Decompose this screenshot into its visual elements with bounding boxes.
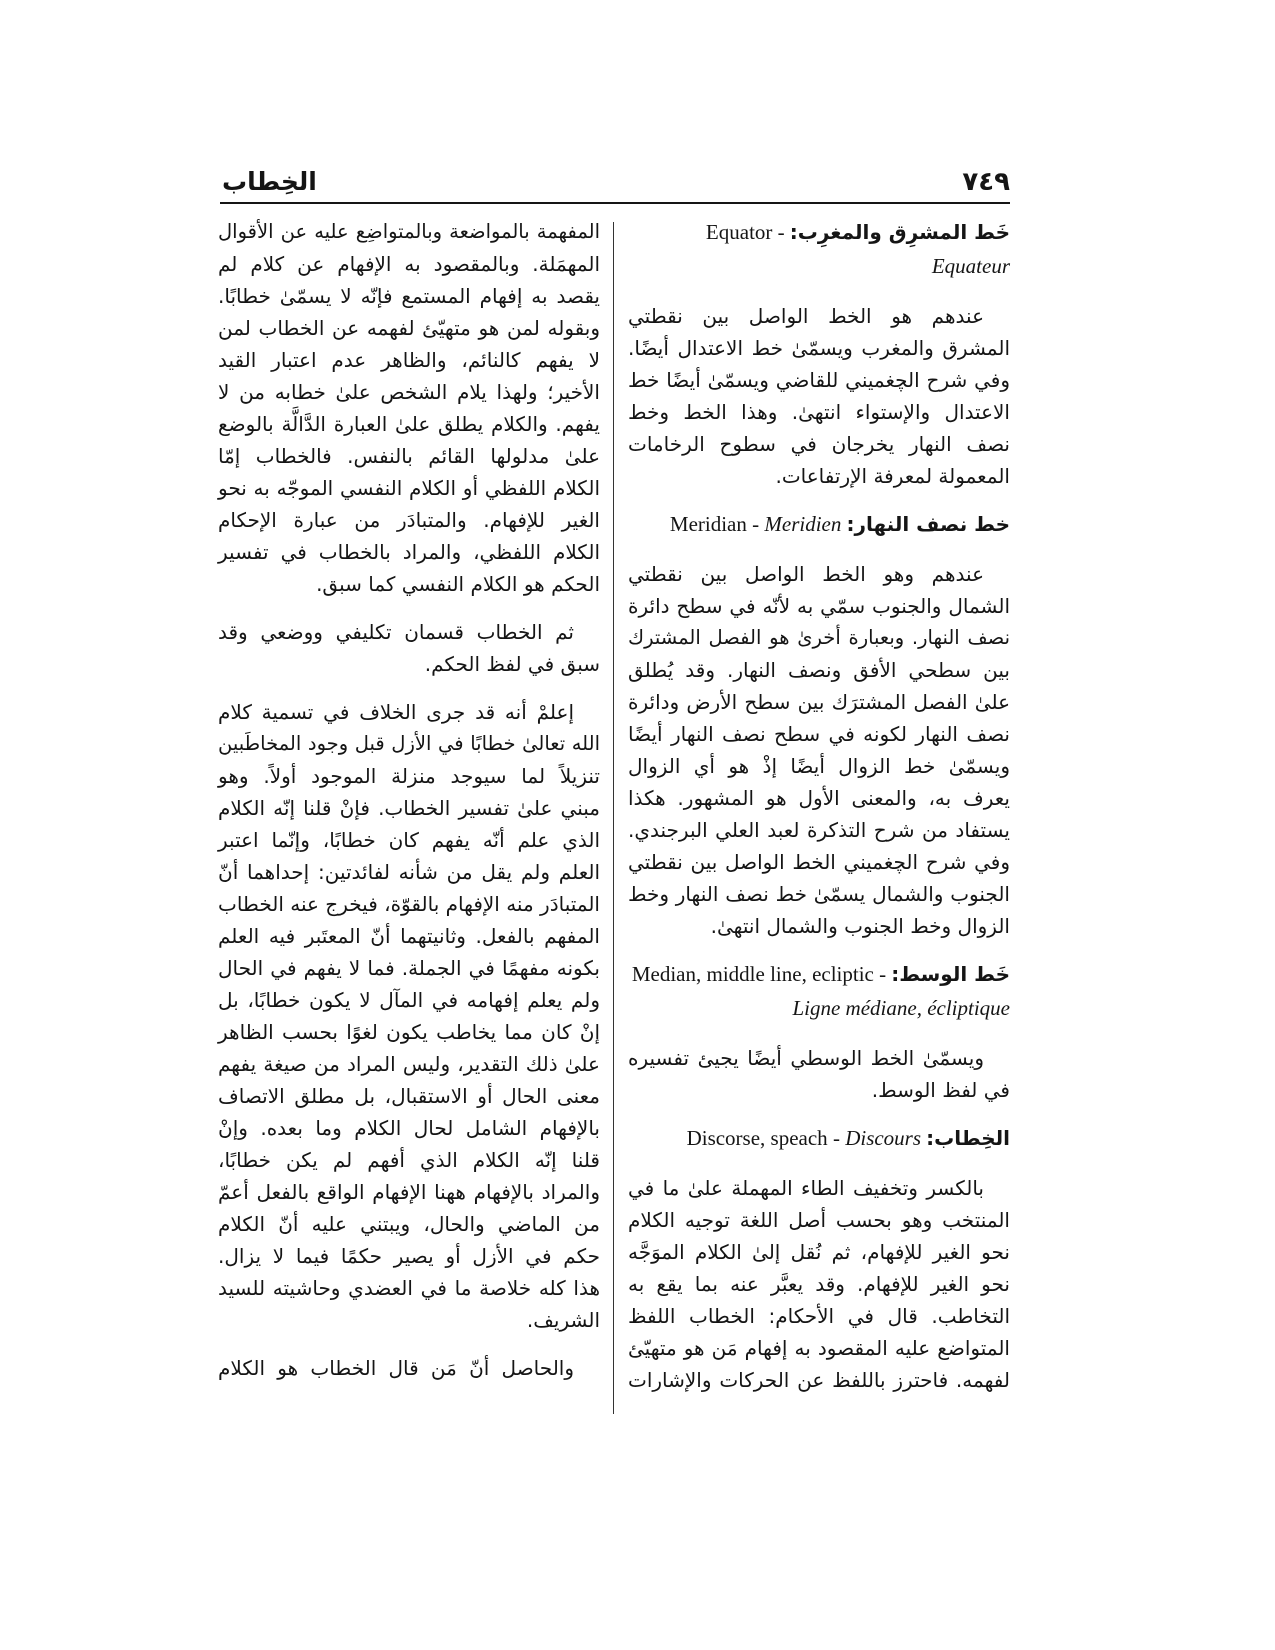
text-line: ويسمّىٰ الخط الوسطي أيضًا يجيئ تفسيره — [628, 1046, 984, 1070]
entry-term: خَط الوسط — [899, 962, 1010, 986]
text-line: علىٰ الفصل المشترَك بين سطح الأرض ودائرة — [628, 690, 1010, 714]
running-title: الخِطاب — [222, 167, 317, 196]
text-line: علىٰ ذلك التقدير، وليس المراد من صيغة يفهم — [218, 1052, 600, 1076]
text-line: الذي علم أنّه يفهم كان خطابًا، وإنّما اعتبر — [218, 828, 600, 852]
text-line: المهمَلة. وبالمقصود به الإفهام عن كلام لم — [218, 252, 600, 276]
text-line: مبني علىٰ تفسير الخطاب. فإنْ قلنا إنّه الكلام — [218, 796, 600, 820]
colon: : — [891, 962, 900, 986]
heading-line — [628, 216, 1010, 250]
heading-line — [628, 508, 1010, 542]
gloss-dash: - — [777, 220, 785, 244]
text-line: سبق في لفظ الحكم. — [424, 652, 600, 676]
paragraph — [628, 300, 1010, 492]
entry-term: خط نصف النهار — [854, 512, 1010, 536]
text-line: بالإفهام الشامل لحال الكلام وما بعده. وإنْ — [218, 1116, 600, 1140]
entry-heading — [628, 216, 1010, 284]
entry-heading — [628, 508, 1010, 542]
colon: : — [846, 512, 855, 536]
heading-line — [628, 1122, 1010, 1156]
header-rule — [220, 202, 1010, 204]
gloss-dash: - — [752, 512, 760, 536]
gloss — [670, 512, 841, 536]
paragraph — [218, 1352, 600, 1384]
gloss-french: Equateur — [931, 254, 1010, 278]
text-line: قلنا إنّه الكلام الذي أفهم لم يكن خطابًا، — [218, 1148, 600, 1172]
gloss-french: Discours — [845, 1126, 922, 1150]
text-line: الكلام اللفظي، والمراد بالخطاب في تفسير — [218, 540, 600, 564]
text-line: عندهم هو الخط الواصل بين نقطتي — [628, 304, 984, 328]
colon: : — [789, 220, 798, 244]
text-line: والمراد بالإفهام ههنا الإفهام الواقع بالفعل أعمّ — [218, 1180, 600, 1204]
text-line: المعمولة لمعرفة الإرتفاعات. — [775, 464, 1010, 488]
gloss-english: Discorse, speach — [686, 1126, 828, 1150]
text-line: ويسمّىٰ خط الزوال أيضًا إذْ هو أي الزوال — [628, 754, 1010, 778]
text-line: العلم ولم يقل من شأنه لفائدتين: إحداهما أنّ — [218, 860, 600, 884]
text-line: الحكم هو الكلام النفسي كما سبق. — [316, 572, 600, 596]
entry-heading — [628, 1122, 1010, 1156]
text-line: التخاطب. قال في الأحكام: الخطاب اللفظ — [628, 1304, 1010, 1328]
text-line: بكونه مفهمًا في الجملة. فما لا يفهم في الحال — [218, 956, 600, 980]
text-line: المشرق والمغرب ويسمّىٰ خط الاعتدال أيضًا. — [628, 336, 1010, 360]
text-line: الاعتدال والإستواء انتهىٰ. وهذا الخط وخط — [628, 400, 1010, 424]
text-line: في لفظ الوسط. — [871, 1078, 1010, 1102]
text-line: نصف النهار. وبعبارة أخرىٰ هو الفصل المشترك — [628, 626, 1010, 649]
entry-heading — [628, 958, 1010, 1026]
text-line: لفهمه. فاحترز باللفظ عن الحركات والإشارات — [628, 1368, 1010, 1392]
heading-line — [628, 958, 1010, 1026]
paragraph — [628, 558, 1010, 942]
text-line: بالكسر وتخفيف الطاء المهملة علىٰ ما في — [628, 1176, 984, 1200]
text-line: بين سطحي الأفق ونصف النهار. وقد يُطلق — [628, 658, 1010, 682]
colon: : — [926, 1126, 935, 1150]
gloss — [687, 1126, 921, 1150]
right-column — [628, 216, 1010, 1412]
paragraph — [628, 1172, 1010, 1396]
text-line: من الماضي والحال، ويبتني عليه أنّ الكلام — [218, 1212, 600, 1236]
text-line: الكلام اللفظي أو الكلام النفسي الموجّه به نحو — [218, 476, 600, 500]
text-line: حكم في الأزل أو يصير حكمًا فيما لا يزال. — [218, 1244, 600, 1268]
gloss-english: Equator — [705, 220, 773, 244]
text-line: والحاصل أنّ مَن قال الخطاب هو الكلام — [218, 1356, 574, 1380]
text-line: المنتخب وهو بحسب أصل اللغة توجيه الكلام — [628, 1208, 1010, 1232]
text-line: عندهم وهو الخط الواصل بين نقطتي — [628, 562, 984, 586]
text-line: يقصد به إفهام المستمع فإنّه لا يسمّىٰ خطابًا. — [218, 284, 600, 308]
text-line: الأخير؛ ولهذا يلام الشخص علىٰ خطابه من لا — [218, 380, 600, 404]
gloss-french: Ligne médiane, écliptique — [792, 996, 1010, 1020]
gloss-dash: - — [832, 1126, 840, 1150]
paragraph — [218, 616, 600, 680]
entry-term: خَط المشرِق والمغرِب — [797, 220, 1010, 244]
text-line: الشريف. — [526, 1308, 600, 1332]
text-line: وبقوله لمن هو متهيّئ لفهمه عن الخطاب لمن — [218, 316, 600, 340]
text-line: الله تعالىٰ خطابًا في الأزل قبل وجود المخاطَبين — [218, 732, 600, 755]
text-line: المفهمة بالمواضعة وبالمتواضِع عليه عن الأقوال — [218, 220, 600, 243]
gloss-english: Median, middle line, ecliptic — [631, 962, 874, 986]
entry-term: الخِطاب — [934, 1126, 1010, 1150]
gloss-dash: - — [879, 962, 887, 986]
text-line: وفي شرح الچغميني الخط الواصل بين نقطتي — [628, 850, 1010, 874]
gloss-english: Meridian — [669, 512, 747, 536]
text-line: المتواضع عليه المقصود به إفهام مَن هو متهيّئ — [628, 1336, 1010, 1360]
heading-line — [628, 250, 1010, 284]
text-line: تنزيلاً لما سيوجد منزلة الموجود أولاً. وهو — [218, 764, 600, 788]
text-line: يستفاد من شرح التذكرة لعبد العلي البرجندي. — [628, 818, 1010, 842]
paragraph — [628, 1042, 1010, 1106]
text-line: المفهم بالفعل. وثانيتهما أنّ المعتَبر فيه العلم — [218, 924, 600, 948]
text-line: إنْ كان مما يخاطب يكون لغوًا بحسب الظاهر — [218, 1020, 600, 1044]
text-line: الزوال وخط الجنوب والشمال انتهىٰ. — [710, 914, 1010, 938]
paragraph — [218, 696, 600, 1336]
left-column — [218, 216, 600, 1400]
text-line: الجنوب والشمال يسمّىٰ خط نصف النهار وخط — [628, 882, 1010, 906]
text-line: هذا كله خلاصة ما في العضدي وحاشيته للسيد — [218, 1276, 600, 1300]
gloss — [706, 220, 785, 244]
text-line: علىٰ مدلولها القائم بالنفس. فالخطاب إمّا — [218, 444, 600, 468]
text-line: نحو الغير للإفهام، ثم نُقل إلىٰ الكلام الموَجَّه — [628, 1240, 1010, 1264]
text-line: المتبادَر منه الإفهام بالقوّة، فيخرج عنه الخطاب — [218, 892, 600, 916]
column-divider — [613, 222, 614, 1414]
text-line: الشمال والجنوب سمّي به لأنّه في سطح دائرة — [628, 594, 1010, 618]
text-line: إعلمْ أنه قد جرى الخلاف في تسمية كلام — [218, 700, 574, 724]
text-line: الغير للإفهام. والمتبادَر من عبارة الإحكام — [218, 508, 600, 532]
text-line: ولم يعلم إفهامه في المآل لا يكون خطابًا، بل — [218, 988, 600, 1012]
text-line: ثم الخطاب قسمان تكليفي ووضعي وقد — [218, 620, 574, 644]
text-line: لا يفهم كالنائم، والظاهر عدم اعتبار القيد — [218, 348, 600, 372]
text-line: وفي شرح الچغميني للقاضي ويسمّىٰ أيضًا خط — [628, 368, 1010, 392]
page-number: ٧٤٩ — [962, 167, 1010, 197]
text-line: نحو الغير للإفهام. وقد يعبَّر عنه بما يقع به — [628, 1272, 1010, 1296]
text-line: نصف النهار يخرجان في سطوح الرخامات — [628, 432, 1010, 456]
text-line: معنى الحال أو الاستقبال، بل مطلق الاتصاف — [218, 1084, 600, 1108]
text-line: نصف النهار لكونه في سطح نصف النهار أيضًا — [628, 722, 1010, 746]
text-line: يفهم. والكلام يطلق علىٰ العبارة الدَّالَّة بالوضع — [218, 412, 600, 436]
text-line: يعرف به، والمعنى الأول هو المشهور. هكذا — [628, 786, 1010, 810]
gloss-french: Meridien — [764, 512, 842, 536]
paragraph — [218, 216, 600, 600]
